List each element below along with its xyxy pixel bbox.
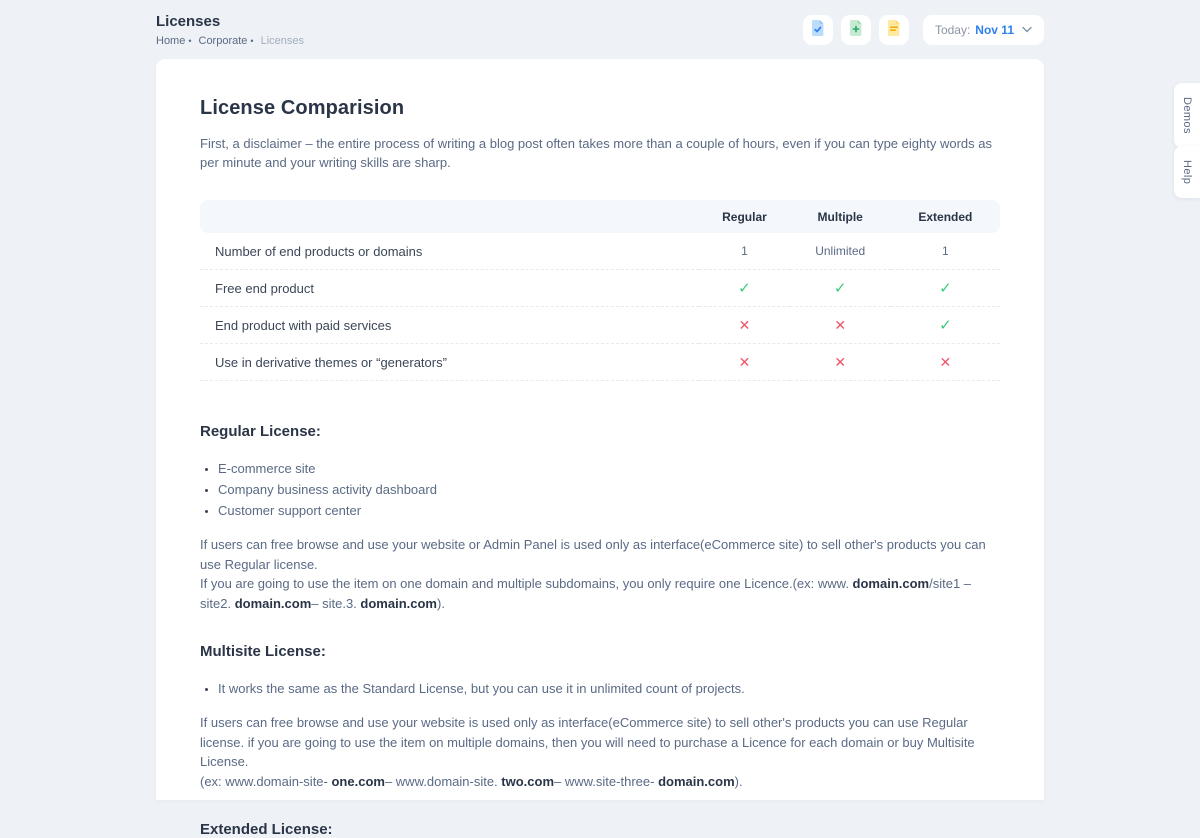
breadcrumb-item-licenses[interactable]: Licenses <box>260 34 304 47</box>
cell-check <box>891 307 1000 344</box>
cell-cross <box>891 344 1000 381</box>
license-sections <box>200 423 1000 838</box>
check-icon: ✓ <box>939 317 952 334</box>
section-heading: Regular License: <box>200 423 321 440</box>
section-paragraph: If users can free browse and use your website or Admin Panel is used only as interface(eCommerce site) to sell other's products you can use Regular license. If you are going to use the item on one domain and multiple subdomains, you only require one Licence.(ex: www. domain.com/site1 – site2. domain.com– site.3. domain.com). <box>200 537 986 611</box>
date-value: Nov 11 <box>975 22 1014 37</box>
column-header-extended: Extended <box>891 200 1000 233</box>
demos-tab[interactable]: Demos <box>1174 83 1200 148</box>
license-section <box>200 821 1000 838</box>
column-header-empty <box>200 200 699 233</box>
cell-cross <box>699 307 789 344</box>
breadcrumb-separator-dot: • <box>188 35 192 46</box>
page-title: Licenses <box>156 12 221 30</box>
cross-icon: ✕ <box>738 316 751 333</box>
file-plus-icon <box>847 19 865 40</box>
topbar <box>156 0 1044 59</box>
check-icon: ✓ <box>738 280 751 297</box>
section-heading: Extended License: <box>200 821 333 838</box>
cell-cross <box>790 344 891 381</box>
table-row <box>200 307 1000 344</box>
check-icon: ✓ <box>833 280 847 297</box>
chevron-down-icon <box>1022 26 1032 33</box>
row-label: Use in derivative themes or “generators” <box>200 344 699 381</box>
cross-icon: ✕ <box>834 316 847 333</box>
topbar-actions <box>803 15 1044 45</box>
license-section <box>200 423 1000 613</box>
cross-icon: ✕ <box>738 353 751 370</box>
cell-value: 1 <box>891 233 1000 270</box>
license-comparison-table <box>200 200 1000 381</box>
cell-check <box>790 270 891 307</box>
card-title: License Comparision <box>200 97 405 119</box>
file-text-button[interactable] <box>879 15 909 45</box>
cross-icon: ✕ <box>939 353 952 370</box>
section-bullet-list <box>218 678 1000 699</box>
license-comparison-card <box>156 59 1044 838</box>
table-row <box>200 233 1000 270</box>
list-item: • Company business activity dashboard <box>218 479 1000 500</box>
row-label: Number of end products or domains <box>200 233 699 270</box>
column-header-multiple: Multiple <box>790 200 891 233</box>
row-label: End product with paid services <box>200 307 699 344</box>
date-label: Today: <box>934 22 971 37</box>
table-row <box>200 270 1000 307</box>
cell-cross <box>790 307 891 344</box>
cell-check <box>891 270 1000 307</box>
breadcrumb-item-home[interactable]: Home <box>156 34 186 47</box>
help-tab[interactable]: Help <box>1174 146 1200 198</box>
list-item: • Customer support center <box>218 500 1000 521</box>
file-plus-button[interactable] <box>841 15 871 45</box>
cell-value: Unlimited <box>790 233 891 270</box>
breadcrumb-item-corporate[interactable]: Corporate <box>198 34 248 47</box>
breadcrumb <box>156 35 307 47</box>
section-heading: Multisite License: <box>200 643 326 660</box>
cell-cross <box>699 344 789 381</box>
file-check-icon <box>809 19 827 40</box>
cross-icon: ✕ <box>834 353 847 370</box>
check-icon: ✓ <box>939 280 952 297</box>
disclaimer-text: First, a disclaimer – the entire process of writing a blog post often takes more than a couple of hours, even if you can type eighty words as per minute and your writing skills are sharp. <box>200 136 992 170</box>
file-check-button[interactable] <box>803 15 833 45</box>
file-text-icon <box>885 19 903 40</box>
list-item: • E-commerce site <box>218 458 1000 479</box>
section-paragraph: If users can free browse and use your website is used only as interface(eCommerce site) to sell other's products you can use Regular license. if you are going to use the item on multiple domains, then you will need to purchase a Licence for each domain or buy Multisite License. (ex: www.domain-site- one.com– www.domain-site. two.com– www.site-three- domain.com). <box>200 715 975 789</box>
breadcrumb-separator-dot: • <box>250 35 254 46</box>
license-section <box>200 643 1000 791</box>
date-selector[interactable] <box>923 15 1044 45</box>
list-item: • It works the same as the Standard License, but you can use it in unlimited count of projects. <box>218 678 1000 699</box>
column-header-regular: Regular <box>699 200 789 233</box>
cell-check <box>699 270 789 307</box>
section-bullet-list <box>218 458 1000 521</box>
table-row <box>200 344 1000 381</box>
cell-value: 1 <box>699 233 789 270</box>
page-header <box>156 13 307 47</box>
table-header <box>200 200 1000 233</box>
row-label: Free end product <box>200 270 699 307</box>
